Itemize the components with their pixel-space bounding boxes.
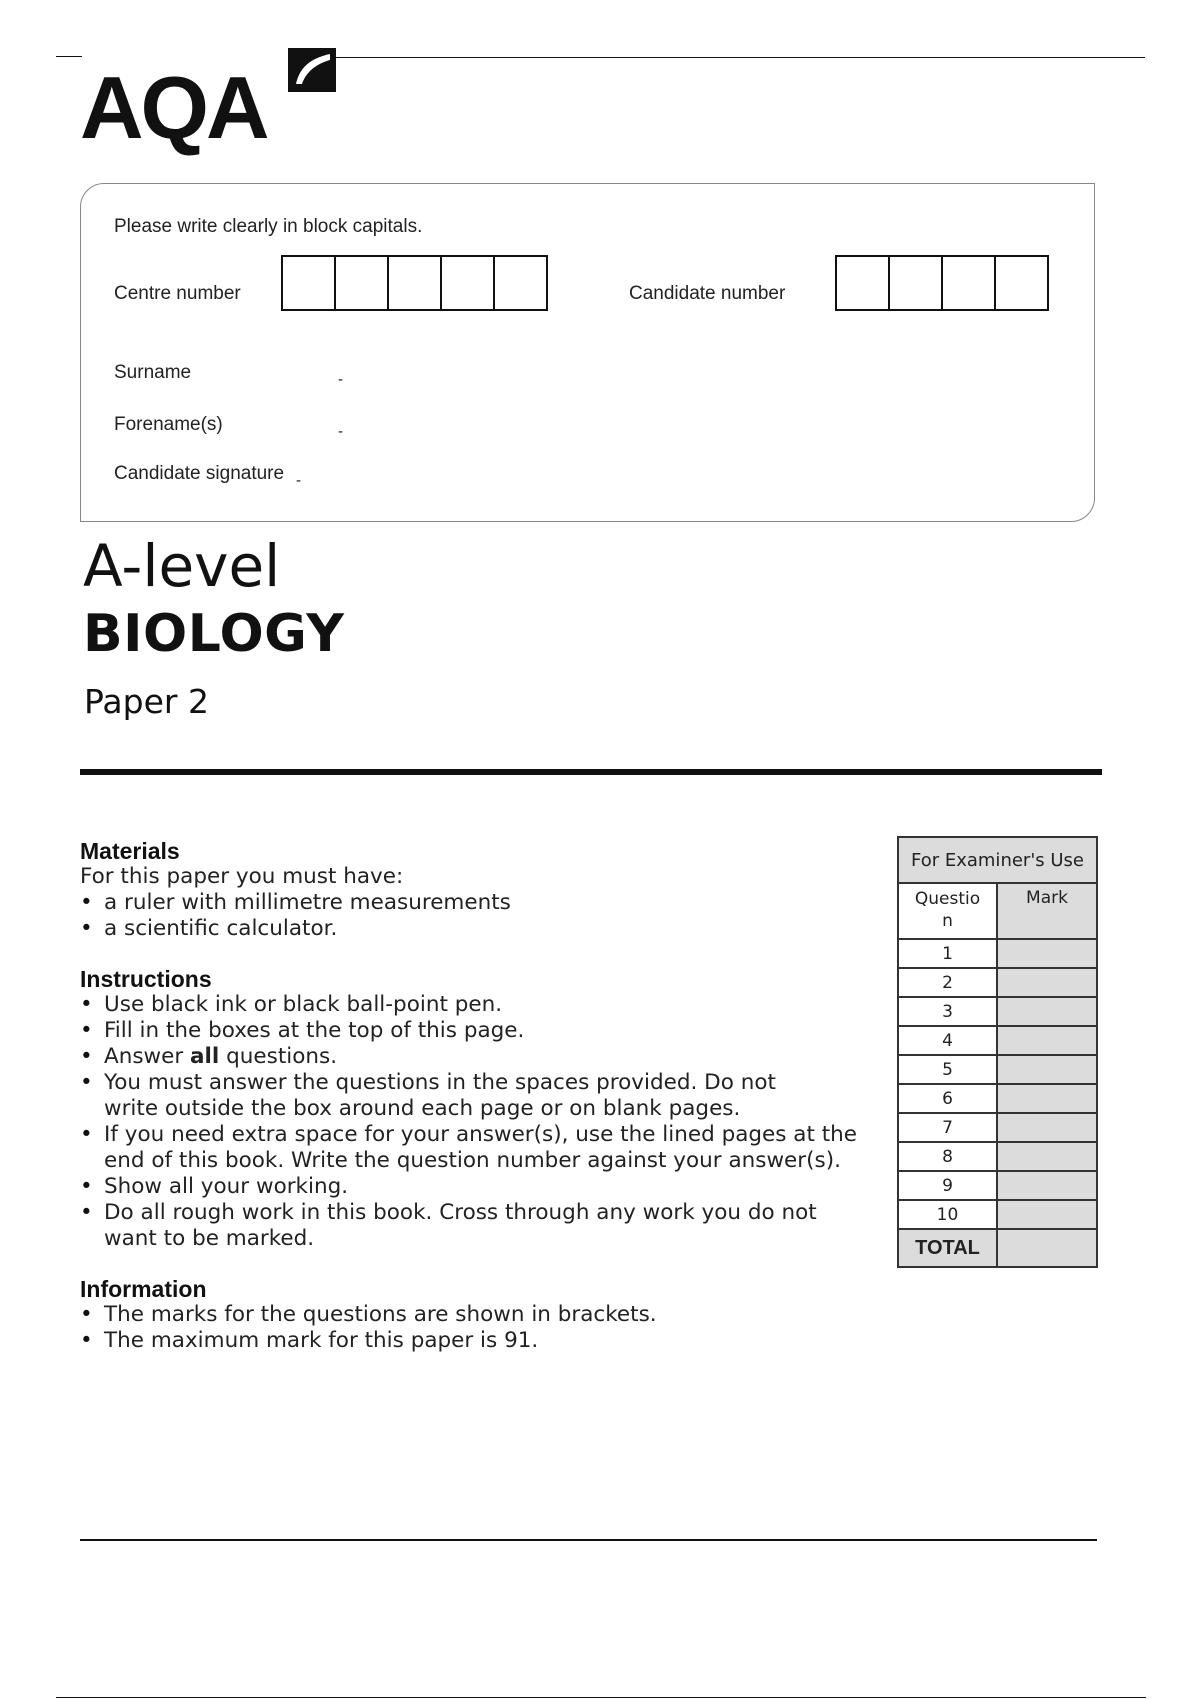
instructions-item: • Do all rough work in this book. Cross through any work you do not want to be marked. (80, 1200, 824, 1252)
information-heading: Information (80, 1276, 207, 1302)
information-item: • The marks for the questions are shown in brackets. (80, 1302, 860, 1328)
information-list (80, 1302, 860, 1354)
mark-cell (997, 1026, 1097, 1055)
candidate-number-digit-box[interactable] (941, 255, 996, 311)
question-number: 3 (898, 997, 997, 1026)
paper-title: Paper 2 (84, 682, 209, 721)
centre-number-digit-box[interactable] (387, 255, 442, 311)
centre-number-digit-box[interactable] (281, 255, 336, 311)
candidate-number-digit-box[interactable] (835, 255, 890, 311)
centre-number-digit-box[interactable] (334, 255, 389, 311)
block-capitals-instruction: Please write clearly in block capitals. (114, 216, 423, 237)
qualification-level: A-level (83, 532, 281, 600)
instructions-item: • You must answer the questions in the spaces provided. Do not write outside the box around each page or on blank pages. (80, 1070, 784, 1122)
question-number: 2 (898, 968, 997, 997)
question-row (898, 968, 1097, 997)
question-number: 6 (898, 1084, 997, 1113)
centre-number-label: Centre number (114, 283, 241, 304)
materials-heading: Materials (80, 838, 180, 864)
mark-column-header: Mark (997, 883, 1097, 939)
mark-cell (997, 939, 1097, 968)
signature-field[interactable]: - (296, 473, 302, 489)
top-rule-left (56, 56, 82, 57)
instructions-heading: Instructions (80, 966, 212, 992)
materials-item: • a ruler with millimetre measurements (80, 890, 860, 916)
information-item: • The maximum mark for this paper is 91. (80, 1328, 860, 1354)
candidate-number-digit-box[interactable] (888, 255, 943, 311)
mark-cell (997, 968, 1097, 997)
forenames-field[interactable]: - (338, 424, 344, 440)
question-row (898, 1200, 1097, 1229)
question-row (898, 939, 1097, 968)
question-number: 8 (898, 1142, 997, 1171)
surname-label: Surname (114, 362, 192, 383)
surname-field[interactable]: - (338, 372, 344, 388)
answer-all-bold: all (190, 1044, 220, 1069)
answer-all-prefix: Answer (104, 1044, 191, 1069)
mark-cell (997, 1084, 1097, 1113)
instructions-item: • Use black ink or black ball-point pen. (80, 992, 860, 1018)
question-row (898, 1113, 1097, 1142)
title-divider (80, 769, 1102, 775)
question-column-header (898, 883, 997, 939)
examiner-table-heading: For Examiner's Use (898, 837, 1097, 883)
instructions-column (80, 838, 860, 1354)
mark-cell (997, 1171, 1097, 1200)
bottom-rule (80, 1539, 1097, 1541)
centre-number-boxes (281, 255, 548, 311)
mark-cell (997, 997, 1097, 1026)
footer-rule (56, 1697, 1146, 1698)
question-number: 4 (898, 1026, 997, 1055)
mark-cell (997, 1055, 1097, 1084)
examiner-use-table (897, 836, 1098, 1268)
instructions-list (80, 992, 860, 1252)
candidate-number-label: Candidate number (629, 283, 786, 304)
total-label: TOTAL (898, 1229, 997, 1267)
top-rule-right (330, 57, 1145, 58)
mark-cell (997, 1200, 1097, 1229)
question-number: 5 (898, 1055, 997, 1084)
forenames-label: Forename(s) (114, 414, 223, 435)
candidate-number-digit-box[interactable] (994, 255, 1049, 311)
question-header-text: Question (914, 889, 981, 931)
materials-intro: For this paper you must have: (80, 864, 404, 889)
materials-item: • a scientific calculator. (80, 916, 860, 942)
question-row (898, 1026, 1097, 1055)
logo-text: AQA (80, 58, 267, 157)
question-row (898, 1171, 1097, 1200)
signature-label: Candidate signature (114, 463, 285, 484)
answer-all-suffix: questions. (219, 1044, 338, 1069)
total-mark-cell (997, 1229, 1097, 1267)
question-row (898, 1084, 1097, 1113)
question-row (898, 997, 1097, 1026)
question-row (898, 1055, 1097, 1084)
instructions-item-answer-all (80, 1044, 860, 1070)
subject-title: BIOLOGY (83, 604, 345, 664)
materials-list (80, 890, 860, 942)
instructions-item: • If you need extra space for your answer(s), use the lined pages at the end of this book. Write the question number against your answer(s). (80, 1122, 864, 1174)
mark-cell (997, 1142, 1097, 1171)
centre-number-digit-box[interactable] (493, 255, 548, 311)
question-number: 7 (898, 1113, 997, 1142)
question-row (898, 1142, 1097, 1171)
question-number: 9 (898, 1171, 997, 1200)
logo-mark-icon (282, 44, 342, 104)
instructions-item: • Show all your working. (80, 1174, 860, 1200)
centre-number-digit-box[interactable] (440, 255, 495, 311)
question-number: 10 (898, 1200, 997, 1229)
instructions-item: • Fill in the boxes at the top of this page. (80, 1018, 860, 1044)
total-row (898, 1229, 1097, 1267)
candidate-number-boxes (835, 255, 1049, 311)
question-number: 1 (898, 939, 997, 968)
mark-cell (997, 1113, 1097, 1142)
